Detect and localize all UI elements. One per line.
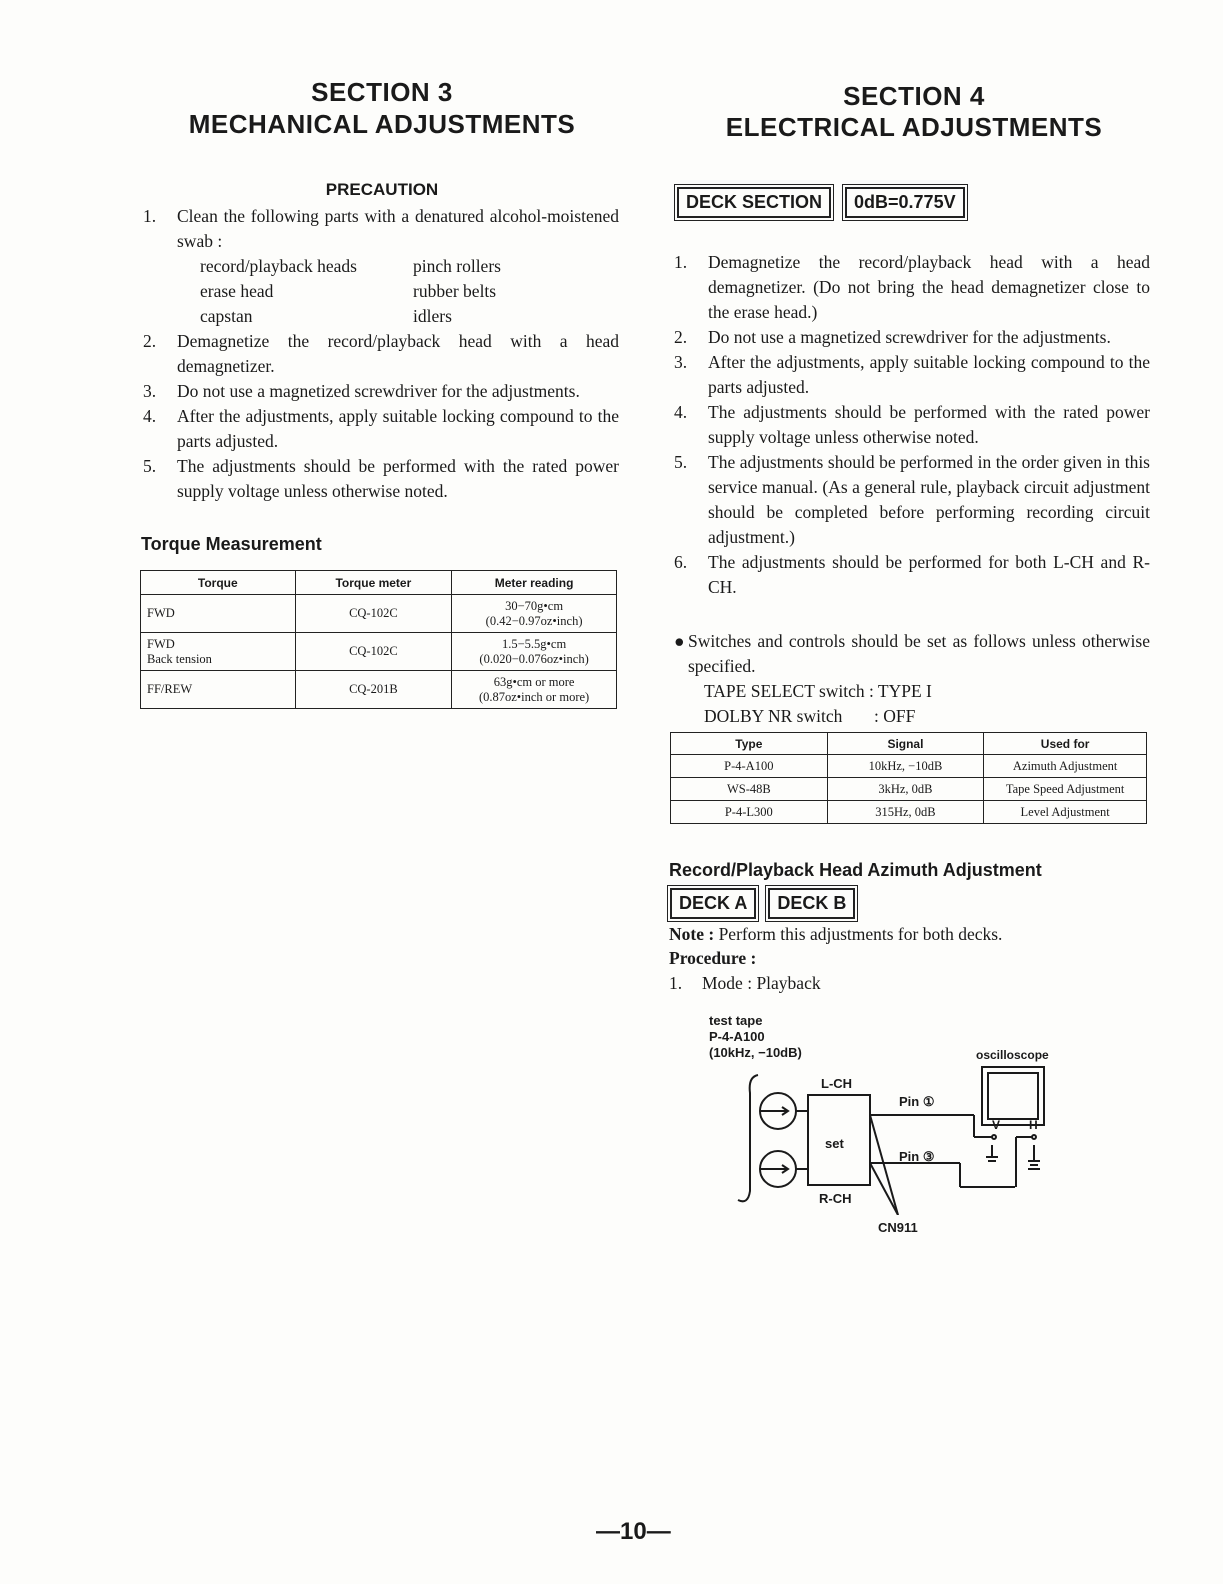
list-item: 1. Clean the following parts with a denatured alcohol-moistened swab : [143,206,619,251]
list-item: 2. Do not use a magnetized screwdriver for the adjustments. [674,327,1111,347]
deck-section-boxes [677,187,975,218]
tape-type-label: P-4-A100 [709,1029,765,1044]
reference-level-label: 0dB=0.775V [845,187,965,218]
note-line: Note : Perform this adjustments for both decks. [669,924,1003,944]
torque-table [140,570,617,709]
rch-label: R-CH [819,1191,852,1206]
section-3-label: SECTION 3 [311,77,453,107]
list-item: 2. Demagnetize the record/playback head with a head demagnetizer. [143,331,619,376]
table-row: WS-48B 3kHz, 0dB Tape Speed Adjustment [671,778,1147,801]
oscilloscope-label: oscilloscope [976,1048,1049,1062]
tape-signal-label: (10kHz, −10dB) [709,1045,802,1060]
table-row: P-4-L300 315Hz, 0dB Level Adjustment [671,801,1147,824]
section-3-title: MECHANICAL ADJUSTMENTS [188,109,576,139]
table-header-row: Torque Torque meter Meter reading [141,571,617,595]
table-row: FF/REW CQ-201B 63g•cm or more (0.87oz•inch or more) [141,671,617,709]
deck-boxes [670,888,865,919]
list-item: 4. After the adjustments, apply suitable locking compound to the parts adjusted. [143,406,619,451]
scope-h-label: H [1029,1118,1038,1132]
set-label: set [825,1136,844,1151]
precaution-heading: PRECAUTION [325,180,439,199]
table-header-row: Type Signal Used for [671,733,1147,755]
section-4-label: SECTION 4 [843,81,985,111]
connector-label: CN911 [878,1220,918,1235]
pin3-label: Pin ③ [899,1149,935,1164]
list-item: 5. The adjustments should be performed in the order given in this service manual. (As a general rule, playback circuit adjustment should be completed before performing recording circuit adjustment.) [674,452,1150,547]
pin1-label: Pin ① [899,1094,935,1109]
list-item: 6. The adjustments should be performed for both L-CH and R-CH. [674,552,1150,597]
procedure-label: Procedure : [669,948,757,968]
deck-b-label: DECK B [768,888,855,919]
tape-path [738,1075,758,1201]
deck-a-label: DECK A [670,888,756,919]
connection-diagram [730,1065,1060,1215]
list-item: 3. Do not use a magnetized screwdriver for the adjustments. [143,381,580,401]
table-row: P-4-A100 10kHz, −10dB Azimuth Adjustment [671,755,1147,778]
procedure-step: 1. Mode : Playback [669,973,821,993]
section-4-title: ELECTRICAL ADJUSTMENTS [725,112,1103,142]
scope-v-label: V [992,1118,1001,1132]
deck-section-label: DECK SECTION [677,187,831,218]
test-tape-label: test tape [709,1013,763,1028]
list-item: 4. The adjustments should be performed with the rated power supply voltage unless otherwise noted. [674,402,1150,447]
page-number: —10— [596,1518,671,1545]
list-item: 1. Demagnetize the record/playback head with a head demagnetizer. (Do not bring the head demagnetizer close to the erase head.) [674,252,1150,322]
list-item: 5. The adjustments should be performed with the rated power supply voltage unless otherwise noted. [143,456,619,501]
oscilloscope-icon [982,1067,1044,1125]
switch-settings: ● Switches and controls should be set as follows unless otherwise specified. TAPE SELECT switch : TYPE I DOLBY NR switch : OFF [674,631,1150,726]
azimuth-heading: Record/Playback Head Azimuth Adjustment [669,860,1042,880]
precaution-list [143,204,619,504]
table-row: FWD CQ-102C 30−70g•cm (0.42−0.97oz•inch) [141,595,617,633]
parts-list: record/playback heads pinch rollers erase head rubber belts capstan idlers [200,256,501,326]
electrical-precaution-list [674,250,1150,600]
test-tape-table [670,732,1147,824]
torque-heading: Torque Measurement [141,534,322,554]
bullet-icon: ● [674,631,685,651]
lch-label: L-CH [821,1076,853,1091]
table-row: FWD Back tension CQ-102C 1.5−5.5g•cm (0.020−0.076oz•inch) [141,633,617,671]
set-box [808,1095,870,1185]
list-item: 3. After the adjustments, apply suitable locking compound to the parts adjusted. [674,352,1150,397]
